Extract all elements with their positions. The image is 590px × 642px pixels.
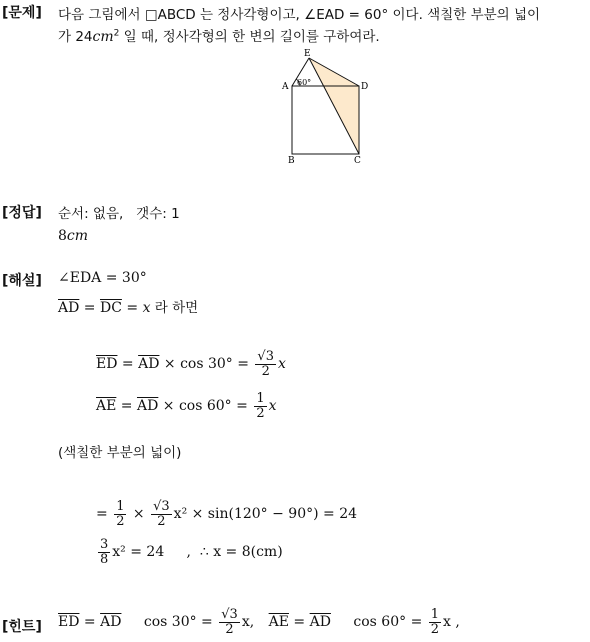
answer-value: [58, 228, 88, 244]
frac-num: √3: [221, 607, 238, 622]
hint-cos60: cos 60° =: [353, 614, 427, 631]
fraction-1-over-2-b: [114, 500, 126, 528]
hint-ed: $\overline{ED}$: [58, 614, 80, 631]
problem-unit-exp: 2: [113, 28, 120, 39]
times-sign: ×: [128, 506, 150, 523]
fraction-3-over-8: [98, 538, 110, 566]
fraction-1-over-2: [254, 392, 266, 420]
var-x: x: [142, 300, 151, 316]
frac-den: 2: [225, 621, 234, 637]
solution-line-2-tail: 라 하면: [150, 300, 199, 316]
segment-ed-eq: $\overline{ED}$: [96, 356, 118, 373]
vertex-label-b: B: [288, 156, 295, 166]
hint-x2: x ,: [443, 614, 460, 631]
problem-line-2: [58, 25, 380, 45]
hint-line: [58, 608, 460, 636]
solution-line-2: [58, 296, 198, 316]
answer-meta: 순서: 없음, 갯수: 1: [58, 206, 180, 222]
problem-unit: cm: [92, 29, 114, 45]
eq-area-tail: x² × sin(120° − 90°) = 24: [173, 506, 358, 523]
vertex-label-e: E: [304, 49, 311, 59]
angle-label: 60°: [297, 78, 312, 87]
equation-ae: $\overline{AE} = \overline{AD} \times \cos 60^\circ$ = $\frac{1}{2}$ x: [96, 391, 277, 421]
hint-cos30: cos 30° =: [143, 614, 218, 631]
vertex-label-c: C: [354, 156, 361, 166]
square-figure: [278, 44, 374, 166]
problem-line-2-start: 가 24: [58, 29, 93, 45]
frac-den: 2: [116, 513, 125, 529]
equation-result: [96, 538, 283, 566]
eq-prefix: =: [96, 506, 113, 523]
hint-frac-sqrt3-2: [219, 608, 240, 636]
hint-frac-1-2: [429, 608, 441, 636]
solution-label: [해설]: [2, 273, 42, 289]
hint-label: [힌트]: [2, 619, 42, 635]
equation-ed: $\overline{ED} = \overline{AD} \times \cos 30^\circ$ = $\frac{√3}{2}$ x: [96, 349, 286, 379]
eq-sign-2: =: [121, 300, 143, 316]
frac-num: √3: [257, 349, 274, 364]
vertex-label-d: D: [361, 82, 369, 92]
answer-label: [정답]: [2, 205, 42, 221]
frac-num: √3: [153, 499, 170, 514]
eq-result-tail: x² = 24 , ∴ x = 8(cm): [112, 544, 283, 561]
frac-num: 3: [100, 537, 109, 552]
frac-den: 2: [157, 513, 166, 529]
hint-ad1: $\overline{AD}$: [100, 614, 122, 631]
shaded-area-note: (색칠한 부분의 넓이): [58, 445, 182, 461]
cos30-expr: × cos 30° =: [159, 356, 254, 373]
segment-ad-eq2: $\overline{AD}$: [136, 398, 159, 415]
frac-den: 8: [100, 551, 109, 567]
frac-den: 2: [261, 363, 270, 379]
frac-num: 1: [430, 607, 440, 622]
hint-eq1: =: [79, 614, 101, 631]
problem-label: [문제]: [2, 5, 42, 21]
answer-unit: cm: [66, 228, 89, 244]
segment-ad: $\overline{AD}$: [58, 300, 80, 316]
equation-area: [96, 500, 357, 528]
frac-num: 1: [256, 391, 265, 406]
segment-ad-eq1: $\overline{AD}$: [138, 356, 160, 373]
problem-line-1: 다음 그림에서 □ABCD 는 정사각형이고, ∠EAD = 60° 이다. 색칠한 부분의 넓이: [58, 7, 541, 23]
var-x-ae: x: [268, 398, 277, 415]
hint-x1: x,: [241, 614, 255, 631]
answer-number: 8: [58, 228, 67, 244]
eq-sign: =: [79, 300, 100, 316]
fraction-sqrt3-over-2: [255, 350, 276, 378]
frac-den: 2: [256, 405, 265, 421]
vertex-label-a: A: [282, 82, 289, 92]
var-x-ed: x: [277, 356, 286, 373]
cos60-expr: × cos 60° =: [158, 398, 253, 415]
segment-dc: $\overline{DC}$: [99, 300, 122, 316]
frac-den: 2: [430, 621, 440, 637]
fraction-sqrt3-over-2-b: [151, 500, 172, 528]
hint-ad2: $\overline{AD}$: [309, 614, 331, 631]
problem-line-2-end: 일 때, 정사각형의 한 변의 길이를 구하여라.: [119, 29, 380, 45]
solution-line-1: ∠EDA = 30°: [58, 270, 147, 286]
hint-ae: $\overline{AE}$: [268, 614, 289, 631]
frac-num: 1: [116, 499, 125, 514]
hint-eq2: =: [288, 614, 310, 631]
segment-ae-eq: $\overline{AE}$: [96, 398, 117, 415]
